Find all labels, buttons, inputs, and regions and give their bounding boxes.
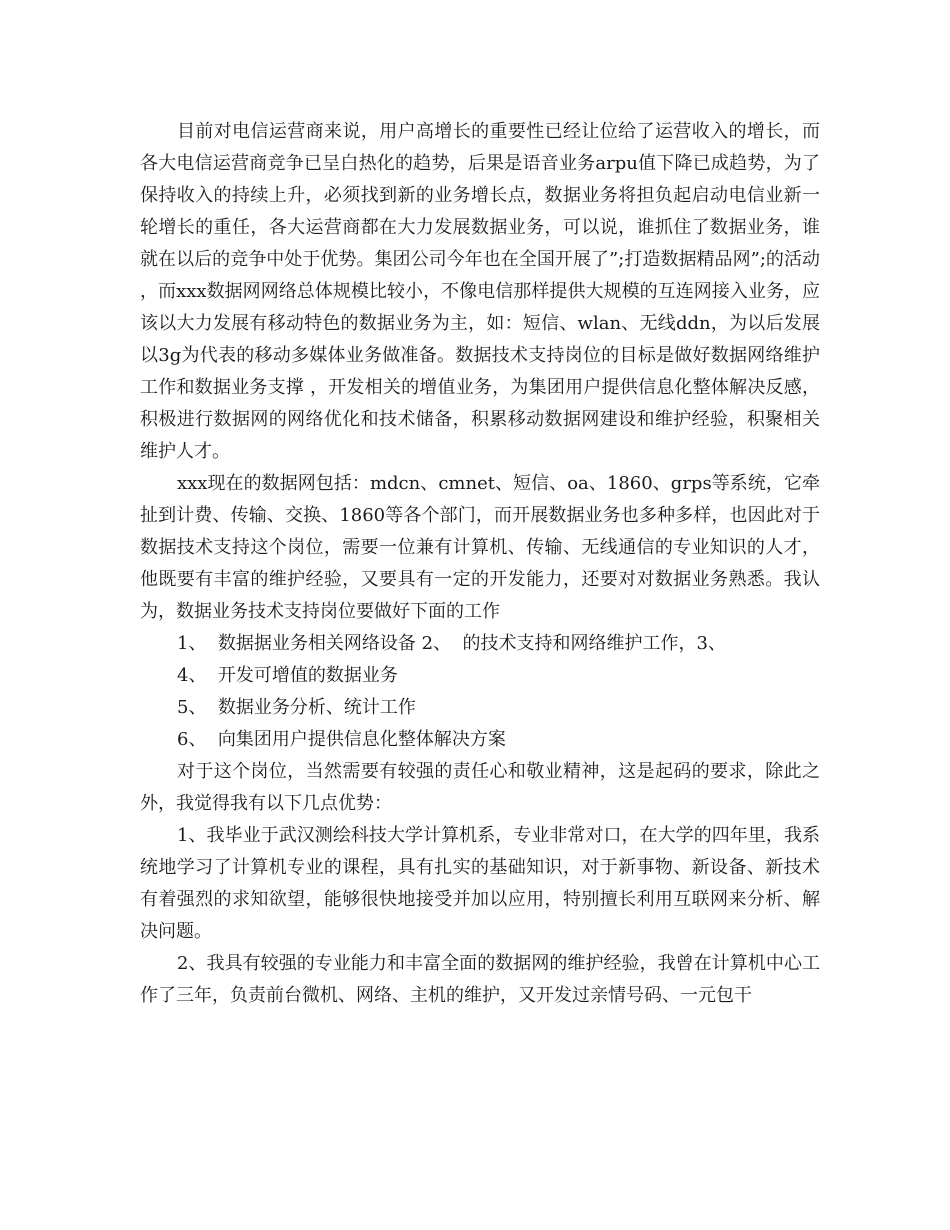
paragraph-intro: 目前对电信运营商来说，用户高增长的重要性已经让位给了运营收入的增长，而各大电信运营商竞争已呈白热化的趋势，后果是语音业务arpu值下降已成趋势，为了保持收入的持续上升，必须找到新的业务增长点，数据业务将担负起启动电信业新一轮增长的重任，各大运营商都在大力发展数据业务，可以说，谁抓住了数据业务，谁就在以后的竞争中处于优势。集团公司今年也在全国开展了”;打造数据精品网”;的活动，而xxx数据网网络总体规模比较小，不像电信那样提供大规模的互连网接入业务，应该以大力发展有移动特色的数据业务为主，如：短信、wlan、无线ddn，为以后发展以3g为代表的移动多媒体业务做准备。数据技术支持岗位的目标是做好数据网络维护工作和数据业务支撑 ，开发相关的增值业务，为集团用户提供信息化整体解决反感，积极进行数据网的网络优化和技术储备，积累移动数据网建设和维护经验，积聚相关维护人才。 bbox=[140, 121, 820, 462]
paragraph-data-network: xxx现在的数据网包括：mdcn、cmnet、短信、oa、1860、grps等系统，它牵扯到计费、传输、交换、1860等各个部门，而开展数据业务也多种多样，也因此对于数据技术支持这个岗位，需要一位兼有计算机、传输、无线通信的专业知识的人才，他既要有丰富的维护经验，又要具有一定的开发能力，还要对对数据业务熟悉。我认为，数据业务技术支持岗位要做好下面的工作 bbox=[140, 473, 820, 622]
document-body bbox=[140, 116, 820, 1012]
list-item: 5、 数据业务分析、统计工作 bbox=[177, 697, 416, 718]
list-item: 1、 数据据业务相关网络设备 2、 的技术支持和网络维护工作，3、 bbox=[177, 633, 726, 654]
paragraph-responsibility: 对于这个岗位，当然需要有较强的责任心和敬业精神，这是起码的要求，除此之外，我觉得我有以下几点优势： bbox=[140, 761, 820, 814]
paragraph-advantage-1: 1、我毕业于武汉测绘科技大学计算机系，专业非常对口，在大学的四年里，我系统地学习了计算机专业的课程，具有扎实的基础知识，对于新事物、新设备、新技术有着强烈的求知欲望，能够很快地接受并加以应用，特别擅长利用互联网来分析、解决问题。 bbox=[140, 825, 820, 942]
list-item: 6、 向集团用户提供信息化整体解决方案 bbox=[177, 729, 506, 750]
list-item: 4、 开发可增值的数据业务 bbox=[177, 665, 398, 686]
paragraph-advantage-2: 2、我具有较强的专业能力和丰富全面的数据网的维护经验，我曾在计算机中心工作了三年，负责前台微机、网络、主机的维护，又开发过亲情号码、一元包干 bbox=[140, 953, 820, 1006]
